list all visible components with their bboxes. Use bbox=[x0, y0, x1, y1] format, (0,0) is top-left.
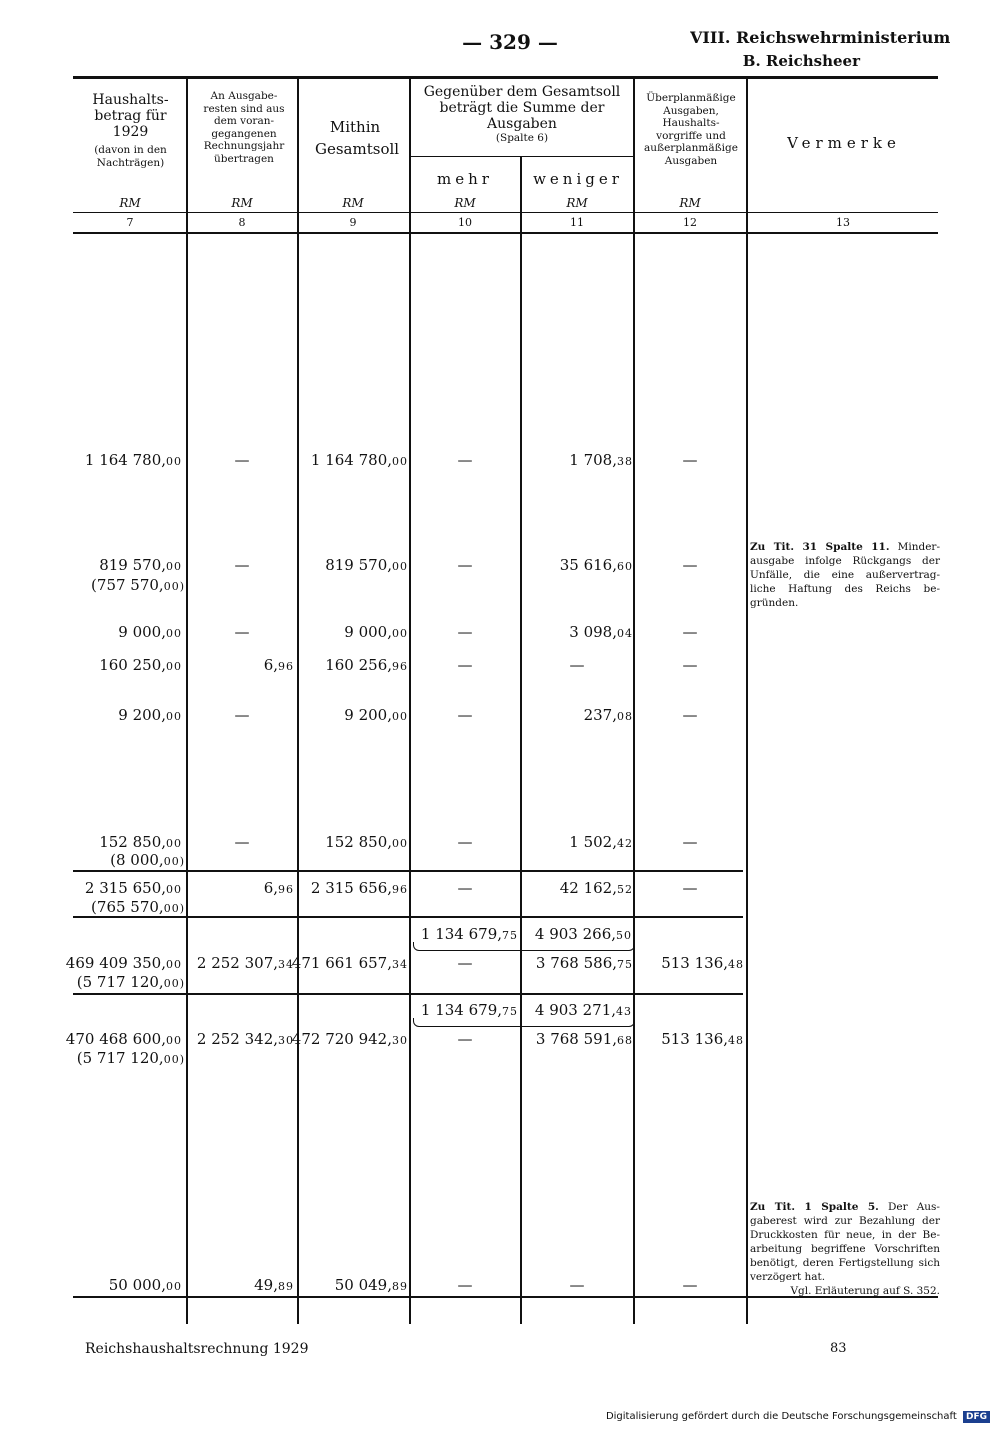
decimal-part: 50 bbox=[616, 929, 632, 942]
decimal-part: 42 bbox=[617, 837, 633, 850]
row9-col11: 3 768 591,68 bbox=[535, 1030, 633, 1048]
decimal-part: 48 bbox=[728, 1034, 744, 1047]
subtotal-rule-top bbox=[73, 870, 743, 872]
col-line-10-11 bbox=[520, 156, 522, 1324]
row8-col10-upper: 1 134 679,75 bbox=[420, 925, 518, 943]
row7-col12: — bbox=[682, 879, 698, 897]
colnum-11: 11 bbox=[570, 216, 584, 229]
note-tit31 bbox=[750, 540, 940, 610]
decimal-part: 75 bbox=[502, 1005, 518, 1018]
decimal-part: 00 bbox=[392, 710, 408, 723]
header-col10-11-sub: (Spalte 6) bbox=[495, 132, 549, 144]
row1-col9: 1 164 780,00 bbox=[310, 451, 408, 469]
header-col7-sub: (davon in den Nachträgen) bbox=[94, 144, 167, 169]
note-tit31-title: Zu Tit. 31 Spalte 11. bbox=[750, 541, 890, 553]
row8-col8: 2 252 307,34 bbox=[196, 954, 294, 972]
decimal-part: 00 bbox=[166, 455, 182, 468]
page-number: — 329 — bbox=[462, 30, 558, 54]
note-tit1-title: Zu Tit. 1 Spalte 5. bbox=[750, 1201, 879, 1213]
row4-col8: 6,96 bbox=[263, 656, 294, 674]
row6-col10: — bbox=[457, 833, 473, 851]
col-line-7-8 bbox=[186, 78, 188, 1324]
decimal-part: 48 bbox=[728, 958, 744, 971]
row7-col7-sub: (765 570,00) bbox=[91, 898, 185, 916]
decimal-part: 00) bbox=[163, 580, 185, 593]
row9-col7: 470 468 600,00 bbox=[65, 1030, 182, 1048]
table-top-rule bbox=[73, 76, 938, 79]
row8-col7: 469 409 350,00 bbox=[65, 954, 182, 972]
row8-brace bbox=[413, 942, 635, 951]
decimal-part: 96 bbox=[392, 883, 408, 896]
header-col10: mehr bbox=[437, 170, 493, 188]
row4-col11: — bbox=[569, 656, 585, 674]
col-line-12-13 bbox=[746, 78, 748, 1324]
row3-col8: — bbox=[234, 623, 250, 641]
subtotal-rule-bottom bbox=[73, 916, 743, 918]
row10-col8: 49,89 bbox=[254, 1276, 294, 1294]
header-col12: Überplanmäßige Ausgaben, Haushalts-vorgriffe und außerplanmäßige Ausgaben bbox=[644, 92, 738, 167]
decimal-part: 96 bbox=[392, 660, 408, 673]
row9-col7-sub: (5 717 120,00) bbox=[76, 1049, 185, 1067]
unit-col7: RM bbox=[119, 196, 141, 210]
unit-col9: RM bbox=[342, 196, 364, 210]
header-col10-11-title: Gegenüber dem Gesamtsoll beträgt die Summe der Ausgaben bbox=[423, 84, 621, 132]
row9-brace bbox=[413, 1018, 635, 1027]
colnum-8: 8 bbox=[238, 216, 246, 229]
col-line-8-9 bbox=[297, 78, 299, 1324]
dfg-credit bbox=[590, 1411, 990, 1423]
decimal-part: 38 bbox=[617, 455, 633, 468]
footer-page-number: 83 bbox=[830, 1341, 847, 1356]
row2-col10: — bbox=[457, 556, 473, 574]
row5-col9: 9 200,00 bbox=[344, 706, 408, 724]
row3-col9: 9 000,00 bbox=[344, 623, 408, 641]
row2-col11: 35 616,60 bbox=[559, 556, 633, 574]
row8-col10: — bbox=[457, 954, 473, 972]
row2-col7: 819 570,00 bbox=[99, 556, 182, 574]
row6-col11: 1 502,42 bbox=[569, 833, 633, 851]
decimal-part: 30 bbox=[392, 1034, 408, 1047]
row1-col7: 1 164 780,00 bbox=[84, 451, 182, 469]
column-number-rule-bottom bbox=[73, 232, 938, 234]
decimal-part: 75 bbox=[617, 958, 633, 971]
decimal-part: 00 bbox=[166, 958, 182, 971]
header-col10-11 bbox=[414, 84, 630, 145]
row9-col9: 472 720 942,30 bbox=[291, 1030, 408, 1048]
mehr-weniger-rule bbox=[410, 156, 634, 157]
decimal-part: 00 bbox=[392, 837, 408, 850]
decimal-part: 34 bbox=[278, 958, 294, 971]
col-line-9-10 bbox=[409, 78, 411, 1324]
row9-col10-upper: 1 134 679,75 bbox=[420, 1001, 518, 1019]
row8-col11: 3 768 586,75 bbox=[535, 954, 633, 972]
subsection-title: B. Reichsheer bbox=[742, 52, 860, 70]
dfg-credit-text: Digitalisierung gefördert durch die Deutsche Forschungsgemeinschaft bbox=[605, 1411, 957, 1422]
header-col13: Vermerke bbox=[787, 134, 901, 152]
decimal-part: 04 bbox=[617, 627, 633, 640]
decimal-part: 00 bbox=[392, 560, 408, 573]
row8-col7-sub: (5 717 120,00) bbox=[76, 973, 185, 991]
row6-col12: — bbox=[682, 833, 698, 851]
decimal-part: 00 bbox=[166, 627, 182, 640]
row2-col9: 819 570,00 bbox=[325, 556, 408, 574]
row10-col11: — bbox=[569, 1276, 585, 1294]
decimal-part: 75 bbox=[502, 929, 518, 942]
decimal-part: 00 bbox=[166, 1034, 182, 1047]
row10-col12: — bbox=[682, 1276, 698, 1294]
row5-col12: — bbox=[682, 706, 698, 724]
row2-col12: — bbox=[682, 556, 698, 574]
row9-col8: 2 252 342,30 bbox=[196, 1030, 294, 1048]
colnum-12: 12 bbox=[683, 216, 697, 229]
row8-col9: 471 661 657,34 bbox=[291, 954, 408, 972]
decimal-part: 96 bbox=[278, 660, 294, 673]
note-tit31-text: Minder-ausgabe infolge Rückgangs der Unfälle, die eine außervertrag-liche Haftung des Reichs be-gründen. bbox=[750, 541, 940, 609]
row1-col8: — bbox=[234, 451, 250, 469]
decimal-part: 00) bbox=[163, 855, 185, 868]
row8-col11-upper: 4 903 266,50 bbox=[534, 925, 632, 943]
decimal-part: 52 bbox=[617, 883, 633, 896]
decimal-part: 89 bbox=[392, 1280, 408, 1293]
decimal-part: 00 bbox=[166, 710, 182, 723]
decimal-part: 60 bbox=[617, 560, 633, 573]
decimal-part: 00 bbox=[392, 627, 408, 640]
decimal-part: 00 bbox=[166, 660, 182, 673]
decimal-part: 89 bbox=[278, 1280, 294, 1293]
row3-col7: 9 000,00 bbox=[118, 623, 182, 641]
footer-left: Reichshaushaltsrechnung 1929 bbox=[85, 1341, 309, 1357]
decimal-part: 00 bbox=[166, 837, 182, 850]
colnum-13: 13 bbox=[836, 216, 850, 229]
decimal-part: 43 bbox=[616, 1005, 632, 1018]
row1-col12: — bbox=[682, 451, 698, 469]
row5-col11: 237,08 bbox=[583, 706, 633, 724]
decimal-part: 00 bbox=[166, 1280, 182, 1293]
row8-col12: 513 136,48 bbox=[661, 954, 744, 972]
row7-col10: — bbox=[457, 879, 473, 897]
colnum-7: 7 bbox=[126, 216, 134, 229]
column-number-rule-top bbox=[73, 212, 938, 213]
row7-col8: 6,96 bbox=[263, 879, 294, 897]
row5-col10: — bbox=[457, 706, 473, 724]
row10-col7: 50 000,00 bbox=[108, 1276, 182, 1294]
header-col11: weniger bbox=[533, 170, 623, 188]
row3-col11: 3 098,04 bbox=[569, 623, 633, 641]
header-col7-title: Haushalts-betrag für 1929 bbox=[92, 92, 169, 140]
row6-col8: — bbox=[234, 833, 250, 851]
unit-col11: RM bbox=[566, 196, 588, 210]
unit-col10: RM bbox=[454, 196, 476, 210]
row4-col9: 160 256,96 bbox=[325, 656, 408, 674]
unit-col12: RM bbox=[679, 196, 701, 210]
header-col8: An Ausgabe-resten sind aus dem voran-gegangenen Rechnungsjahr übertragen bbox=[203, 90, 285, 165]
row2-col8: — bbox=[234, 556, 250, 574]
decimal-part: 30 bbox=[278, 1034, 294, 1047]
row4-col10: — bbox=[457, 656, 473, 674]
unit-col8: RM bbox=[231, 196, 253, 210]
note-tit1-text: Der Aus-gaberest wird zur Bezahlung der Druckkosten für neue, in der Be-arbeitung begriffene Vorschriften benötigt, deren Fertigstellung sich verzögert hat. bbox=[750, 1201, 940, 1283]
decimal-part: 00) bbox=[163, 902, 185, 915]
decimal-part: 68 bbox=[617, 1034, 633, 1047]
row6-col7-sub: (8 000,00) bbox=[110, 851, 185, 869]
row10-col9: 50 049,89 bbox=[334, 1276, 408, 1294]
section-title: VIII. Reichswehrministerium bbox=[690, 28, 950, 47]
row1-col11: 1 708,38 bbox=[569, 451, 633, 469]
row10-col10: — bbox=[457, 1276, 473, 1294]
row7-col11: 42 162,52 bbox=[559, 879, 633, 897]
row6-col7: 152 850,00 bbox=[99, 833, 182, 851]
row2-col7-sub: (757 570,00) bbox=[91, 576, 185, 594]
dfg-logo: DFG bbox=[963, 1411, 990, 1423]
row4-col7: 160 250,00 bbox=[99, 656, 182, 674]
row9-col12: 513 136,48 bbox=[661, 1030, 744, 1048]
note-tit1-ref: Vgl. Erläuterung auf S. 352. bbox=[790, 1285, 940, 1297]
header-col7 bbox=[78, 92, 183, 169]
total-rule bbox=[73, 993, 743, 995]
colnum-10: 10 bbox=[458, 216, 472, 229]
row9-col11-upper: 4 903 271,43 bbox=[534, 1001, 632, 1019]
row3-col10: — bbox=[457, 623, 473, 641]
row9-col10: — bbox=[457, 1030, 473, 1048]
col-line-11-12 bbox=[633, 78, 635, 1324]
row4-col12: — bbox=[682, 656, 698, 674]
decimal-part: 34 bbox=[392, 958, 408, 971]
decimal-part: 00) bbox=[163, 977, 185, 990]
row7-col7: 2 315 650,00 bbox=[84, 879, 182, 897]
decimal-part: 00) bbox=[163, 1053, 185, 1066]
row6-col9: 152 850,00 bbox=[325, 833, 408, 851]
colnum-9: 9 bbox=[349, 216, 357, 229]
header-col9: Mithin Gesamtsoll bbox=[315, 118, 400, 158]
decimal-part: 00 bbox=[392, 455, 408, 468]
row7-col9: 2 315 656,96 bbox=[310, 879, 408, 897]
row5-col7: 9 200,00 bbox=[118, 706, 182, 724]
row1-col10: — bbox=[457, 451, 473, 469]
row5-col8: — bbox=[234, 706, 250, 724]
row3-col12: — bbox=[682, 623, 698, 641]
decimal-part: 08 bbox=[617, 710, 633, 723]
decimal-part: 00 bbox=[166, 560, 182, 573]
decimal-part: 96 bbox=[278, 883, 294, 896]
decimal-part: 00 bbox=[166, 883, 182, 896]
note-tit1 bbox=[750, 1200, 940, 1298]
